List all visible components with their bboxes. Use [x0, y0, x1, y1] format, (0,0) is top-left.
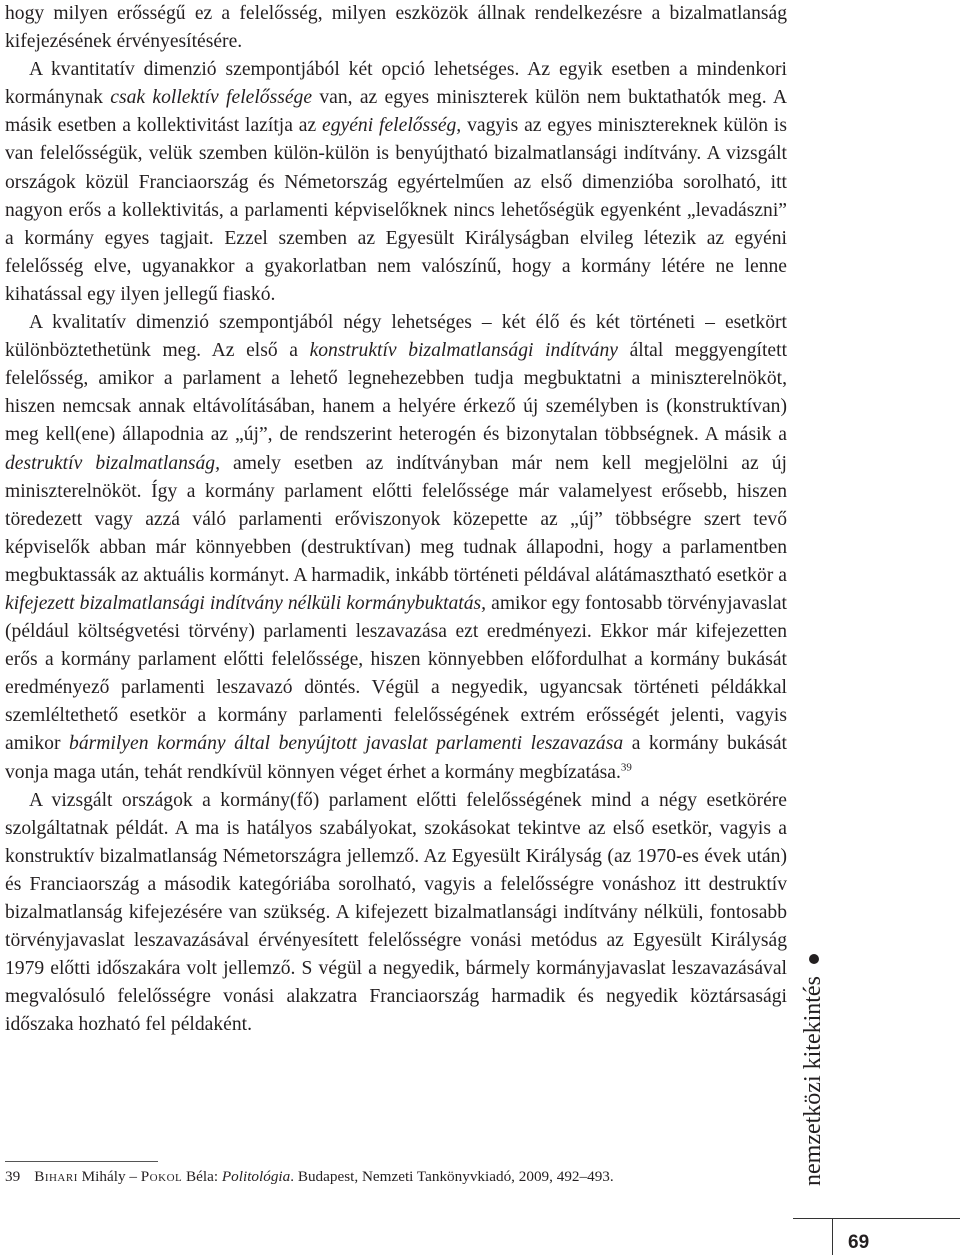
italic-phrase: kifejezett bizalmatlansági indítvány nélküli kormánybuktatás, — [5, 592, 487, 614]
paragraph — [5, 309, 787, 787]
text-run: A kvantitatív dimenzió szempontjából két opció lehetséges. Az egyik esetben a mindenkori kormánynak — [5, 59, 787, 109]
footnote-book-title: Politológia — [221, 1168, 291, 1185]
footnote-publication: . Budapest, Nemzeti Tankönyvkiadó, 2009, 492–493. — [290, 1168, 614, 1185]
italic-phrase: bármilyen kormány által benyújtott javaslat parlamenti leszavazása — [69, 733, 624, 755]
footnote — [5, 1166, 785, 1188]
section-title-text: nemzetközi kitekintés — [800, 976, 826, 1186]
page-footer-divider — [832, 1218, 833, 1255]
section-title — [800, 954, 827, 1186]
paragraph — [5, 787, 787, 1040]
footnote-author1-surname: Bihari — [34, 1168, 78, 1185]
text-run: vagyis az egyes minisztereknek külön is van felelősségük, velük szemben külön-külön is benyújtható bizalmatlansági indítvány. A vizsgált országok közül Franciaország és Németország egyértelműen az első dimenzióba sorolható, itt nagyon erős a kollektivitás, a parlamenti képviselőknek nincs lehetőségük egyenként „levadászni” a kormány egyes tagjait. Ezzel szemben az Egyesült Királyságban elvileg létezik az egyéni felelősség elve, ugyanakkor a gyakorlatban nem valószínű, hogy a kormány létére ne lenne kihatással egy ilyen jellegű fiaskó. — [5, 115, 787, 305]
italic-phrase: egyéni felelősség, — [322, 115, 462, 137]
bullet-dot-icon — [809, 954, 819, 964]
text-run: hogy milyen erősségű ez a felelősség, milyen eszközök állnak rendelkezésre a bizalmatlanság kifejezésének érvényesítésére. — [5, 3, 787, 53]
page-footer-rule — [793, 1218, 960, 1219]
text-run: A vizsgált országok a kormány(fő) parlament előtti felelősségének mind a négy esetkörére szolgáltatnak példát. A ma is hatályos szabályokat, szokásokat tekintve az első esetkör, vagyis a konstruktív bizalmatlanság Németországra jellemző. Az Egyesült Királyság (az 1970-es évek után) és Franciaország a második kategóriába sorolható, vagyis a felelősségre vonáshoz itt destruktív bizalmatlanság kifejezésére van szükség. A kifejezett bizalmatlansági indítvány nélküli, fontosabb törvényjavaslat leszavazásával érvényesített felelősségre vonási metódus az Egyesült Királyság 1979 előtti időszakára volt jellemző. S végül a negyedik, bármely kormányjavaslat leszavazásával megvalósuló felelősségre vonási alakzatra Franciaország harmadik és negyedik köztársasági időszaka hozható fel példaként. — [5, 789, 787, 1036]
footnote-author2-surname: Pokol — [140, 1168, 183, 1185]
text-run: amikor egy fontosabb törvényjavaslat (például költségvetési törvény) parlamenti leszavazása ezt eredményezi. Ekkor már kifejezetten erős a kormány parlament előtti felelőssége, hiszen könnyebben előfordulhat a kormány bukását eredményező parlamenti leszavazó döntés. Végül a negyedik, ugyancsak történeti példákkal szemléltethető esetkör a kormány parlamenti felelősségének extrém erősségét jelenti, vagyis amikor — [5, 592, 787, 755]
footnote-number: 39 — [5, 1168, 21, 1185]
text-run: amely esetben az indítványban már nem kell megjelölni az új miniszterelnököt. Így a kormány parlament előtti felelőssége már valamelyest erősebb, hiszen töredezett vagy azzá váló parlamenti erőviszonyok közepette az „új” többségre szert tevő képviselők abban már könnyebben (destruktívan) meg tudnak állapodni, hogy a parlamentben megbuktassák az aktuális kormányt. A harmadik, inkább történeti példával alátámasztható esetkör a — [5, 452, 787, 586]
footnote-author2-given: Béla: — [182, 1168, 222, 1185]
text-run: a kormány bukását vonja maga után, tehát rendkívül könnyen véget érhet a kormány megbízatása. — [5, 733, 787, 783]
paragraph — [5, 56, 787, 309]
page-number: 69 — [848, 1232, 870, 1253]
paragraph — [5, 0, 787, 56]
body-text — [5, 0, 787, 1039]
text-run: van, az egyes miniszterek külön nem buktathatók meg. A másik esetben a kollektivitást lazítja az — [5, 87, 788, 137]
footnote-author1-given: Mihály – — [77, 1168, 141, 1185]
italic-phrase: destruktív bizalmatlanság, — [5, 452, 220, 474]
italic-phrase: csak kollektív felelőssége — [110, 87, 313, 109]
italic-phrase: konstruktív bizalmatlansági indítvány — [309, 340, 618, 362]
text-run: által meggyengített felelősség, amikor a parlament a lehető legnehezebben tudja megbuktatni a miniszterelnököt, hiszen nemcsak annak eltávolításában, hanem a helyére érkező új személyben is (konstruktívan) meg kell(ene) állapodnia az „új”, de rendszerint heterogén és bizonytalan többségnek. A másik a — [5, 340, 788, 446]
text-run: A kvalitatív dimenzió szempontjából négy lehetséges – két élő és két történeti – esetkört különböztethetünk meg. Az első a — [5, 312, 787, 362]
footnote-ref: 39 — [620, 761, 632, 773]
footnote-rule — [5, 1161, 158, 1162]
